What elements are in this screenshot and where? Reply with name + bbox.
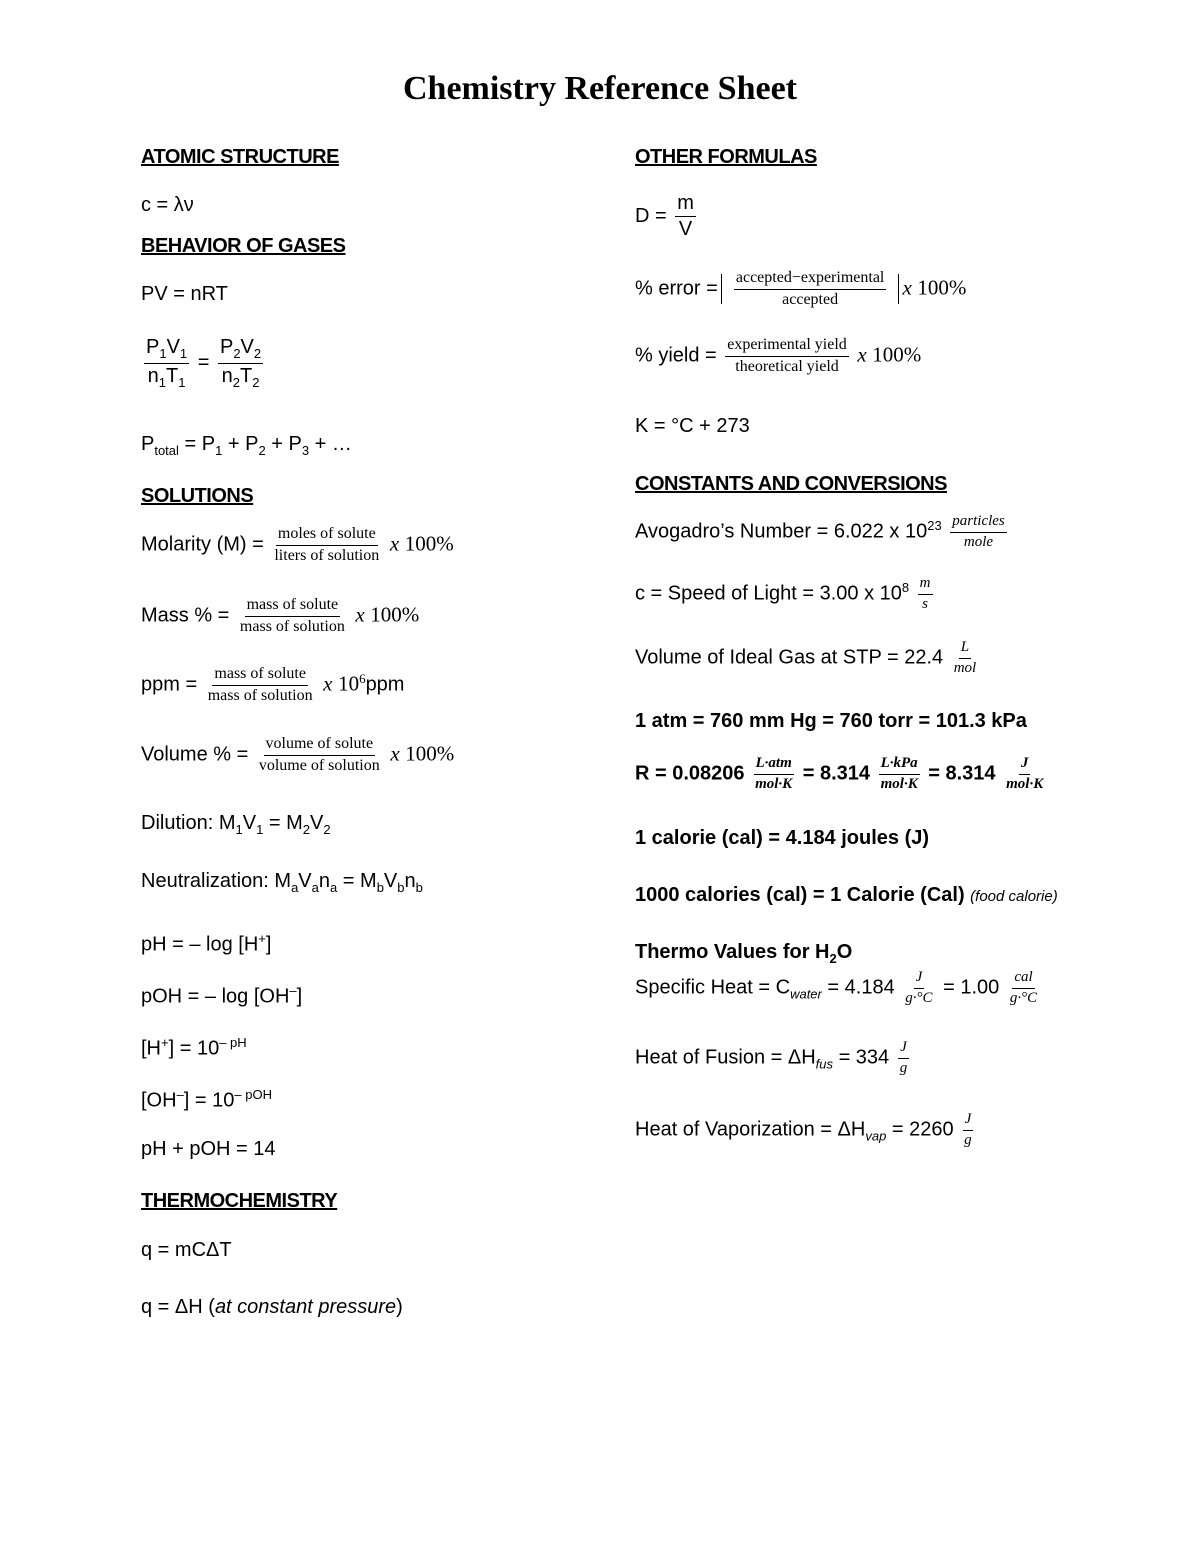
ppm-formula: ppm = $\frac{\text{mass of solute}}{\text{mass of solution}}$ x $10^6ppm$ [141,665,405,704]
ph-poh-sum: pH + pOH = 14 [141,1138,276,1160]
kelvin-conversion: K = °C + 273 [635,415,750,437]
volume-percent-formula: Volume % = $\frac{\text{volume of solute}}{\text{volume of solution}}$ x 100% [141,735,455,774]
speed-of-light: c = Speed of Light = 3.00 x $10^8$ $\frac{m}{s}$ [635,575,931,612]
food-calorie-conversion: 1000 calories (cal) = 1 Calorie (Cal) (food calorie) [635,884,1058,906]
poh-formula: pOH = – log [OH–] [141,983,303,1008]
atomic-structure-header: ATOMIC STRUCTURE [141,146,339,168]
density-formula: D = $\frac{m}{V}$ [635,192,694,240]
enthalpy-equation: q = ΔH (at constant pressure) [141,1296,403,1318]
heat-equation: q = mCΔT [141,1239,232,1261]
specific-heat-water: Specific Heat = $C_{water} = 4.184$ $\frac{J}{g\cdot^\circ C}$ = 1.00 $\frac{\text{cal}}{g\cdot^\circ C}$ [635,969,1038,1006]
absolute-value-bar-left [721,274,723,304]
combined-gas-law: $\frac{P_1V_1}{n_1T_1}$ = $\frac{P_2V_2}{n_2T_2}$ [146,336,262,390]
other-formulas-header: OTHER FORMULAS [635,146,817,168]
constants-header: CONSTANTS AND CONVERSIONS [635,473,947,495]
neutralization-formula: Neutralization: $M_aV_an_a = M_bV_bn_b$ [141,870,423,895]
dilution-formula: Dilution: $M_1V_1 = M_2V_2$ [141,812,331,837]
thermochemistry-header: THERMOCHEMISTRY [141,1190,338,1212]
ph-formula: pH = – log [H+] [141,931,272,956]
wave-equation: c = λν [141,194,194,216]
calorie-conversion: 1 calorie (cal) = 4.184 joules (J) [635,827,930,849]
hydrogen-concentration: $[H^+] = 10^{- pH}$ [141,1035,247,1060]
behavior-of-gases-header: BEHAVIOR OF GASES [141,235,346,257]
ideal-gas-law: PV = nRT [141,283,228,305]
pressure-conversion: 1 atm = 760 mm Hg = 760 torr = 101.3 kPa [635,710,1027,732]
heat-of-fusion: Heat of Fusion = $\Delta H_{fus} = 334$ $\frac{J}{g}$ [635,1039,908,1076]
thermo-values-header: Thermo Values for $H_2O$ [635,941,853,966]
avogadro-number: Avogadro’s Number = 6.022 x $10^{23}$ $\frac{\text{particles}}{\text{mole}}$ [635,513,1005,550]
absolute-value-bar-right [898,274,900,304]
hydroxide-concentration: $[OH^-] = 10^{- pOH}$ [141,1087,272,1112]
percent-yield-formula: % yield = $\frac{\text{experimental yield}}{\text{theoretical yield}}$ x 100% [635,336,922,375]
ideal-gas-volume: Volume of Ideal Gas at STP = 22.4 $\frac{L}{\text{mol}}$ [635,639,977,676]
mass-percent-formula: Mass % = $\frac{\text{mass of solute}}{\text{mass of solution}}$ x 100% [141,596,420,635]
page-title: Chemistry Reference Sheet [402,70,797,107]
molarity-formula: Molarity (M) = $\frac{\text{moles of solute}}{\text{liters of solution}}$ x 100% [141,525,454,564]
heat-of-vaporization: Heat of Vaporization = $\Delta H_{vap} = 2260$ $\frac{J}{g}$ [635,1111,972,1148]
gas-constant: R = 0.08206 $\frac{\text{L·atm}}{\text{mol·K}}$ = 8.314 $\frac{\text{L·kPa}}{\text{mol·K}}$ = 8.314 $\frac{J}{\text{mol·K}}$ [635,755,1044,792]
solutions-header: SOLUTIONS [141,485,254,507]
total-pressure: $P_{total} = P_1 + P_2 + P_3$ + … [141,433,352,458]
percent-error-formula: % error = $\frac{\text{accepted−experimental}}{\text{accepted}}$ x 100% [635,269,967,308]
